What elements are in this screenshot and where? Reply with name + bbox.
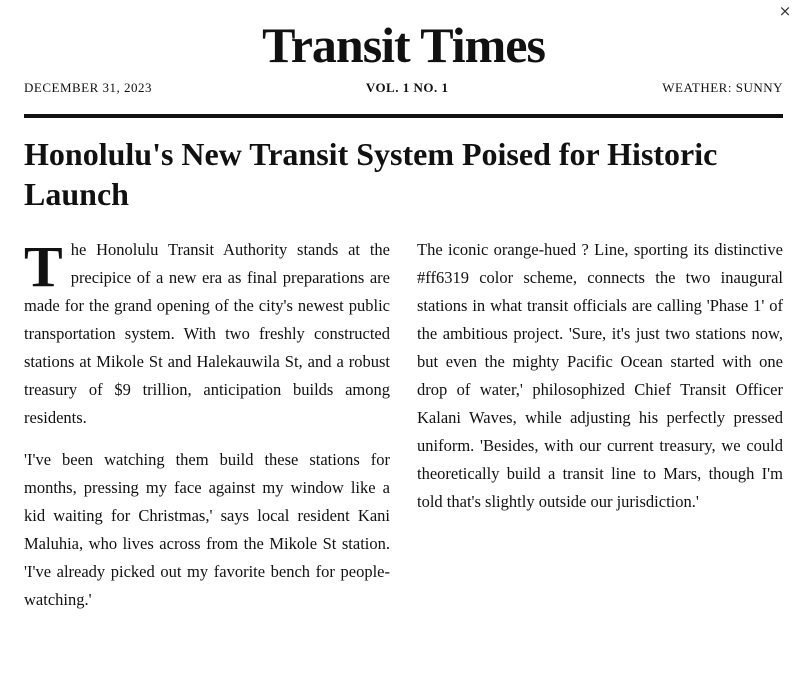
article-paragraph [24, 236, 390, 432]
close-icon[interactable]: × [778, 2, 792, 20]
article-column-left [24, 236, 390, 628]
masthead [24, 14, 783, 96]
article-column-right [417, 236, 783, 628]
issue-volume: VOL. 1 NO. 1 [365, 80, 449, 95]
dateline [24, 80, 783, 96]
issue-date: DECEMBER 31, 2023 [24, 80, 153, 95]
newspaper-title: Transit Times [262, 17, 545, 73]
article-paragraph: 'I've been watching them build these stations for months, pressing my face against my window like a kid waiting for Christmas,' says local resident Kani Maluhia, who lives across from the Mikole St station. 'I've already picked out my favorite bench for people-watching.' [24, 450, 390, 609]
article-body [24, 236, 783, 628]
masthead-divider [24, 114, 783, 118]
weather-report: WEATHER: SUNNY [662, 80, 783, 95]
drop-cap: T [24, 234, 63, 299]
paragraph-text: he Honolulu Transit Authority stands at the precipice of a new era as final preparations are made for the grand opening of the city's newest public transportation system. With two freshly constructed stations at Mikole St and Halekauwila St, and a robust treasury of $9 trillion, anticipation builds among residents. [24, 240, 390, 427]
article-headline: Honolulu's New Transit System Poised for Historic Launch [24, 136, 718, 212]
article-paragraph: The iconic orange-hued ? Line, sporting its distinctive #ff6319 color scheme, connects the two inaugural stations in what transit officials are calling 'Phase 1' of the ambitious project. 'Sure, it's just two stations now, but even the mighty Pacific Ocean started with one drop of water,' philosophized Chief Transit Officer Kalani Waves, while adjusting his perfectly pressed uniform. 'Besides, with our current treasury, we could theoretically build a transit line to Mars, though I'm told that's slightly outside our jurisdiction.' [417, 240, 783, 511]
